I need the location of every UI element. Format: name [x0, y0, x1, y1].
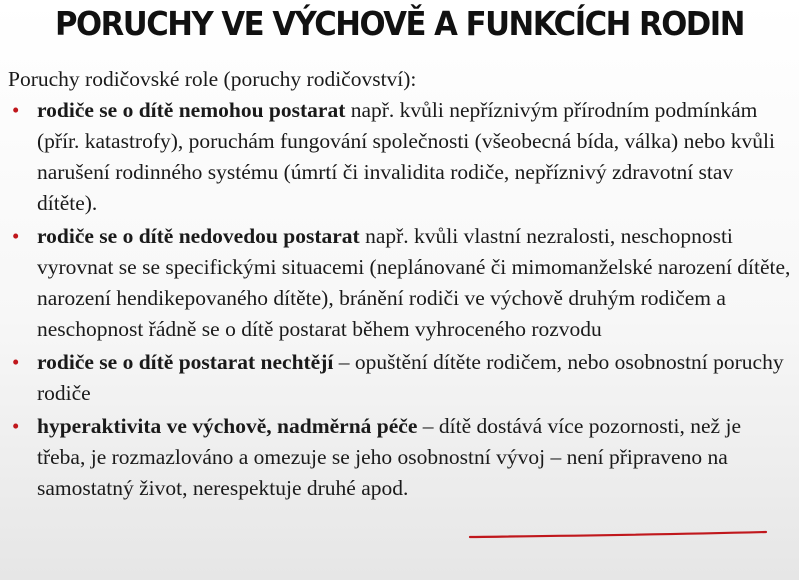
intro-text: Poruchy rodičovské role (poruchy rodičovství): [8, 67, 417, 91]
bullet-point-icon: • [12, 98, 20, 122]
bullet-item [8, 411, 793, 504]
annotation-underline [468, 528, 768, 548]
bullet-text: např. kvůli nepříznivým přírodním podmínkám (přír. katastrofy), poruchám fungování společnosti (všeobecná bída, válka) nebo kvůli narušení rodinného systému (úmrtí či invalidita rodiče, nepříznivý zdravotní stav dítěte). [37, 98, 775, 215]
bullet-list [8, 95, 793, 504]
bullet-lead: rodiče se o dítě nemohou postarat [37, 98, 346, 122]
bullet-lead: hyperaktivita ve výchově, nadměrná péče [37, 414, 418, 438]
bullet-point-icon: • [12, 350, 20, 374]
bullet-item [8, 347, 793, 409]
bullet-item [8, 95, 793, 219]
bullet-point-icon: • [12, 414, 20, 438]
bullet-text: – dítě dostává více pozornosti, než je třeba, je rozmazlováno a omezuje se jeho osobnostní vývoj – není připraveno na samostatný život, nerespektuje druhé apod. [37, 414, 741, 500]
slide-title: PORUCHY VE VÝCHOVĚ A FUNKCÍCH RODIN [55, 4, 744, 43]
slide-content [8, 64, 793, 506]
bullet-lead: rodiče se o dítě postarat nechtějí [37, 350, 334, 374]
bullet-lead: rodiče se o dítě nedovedou postarat [37, 224, 360, 248]
bullet-text: např. kvůli vlastní nezralosti, neschopnosti vyrovnat se se specifickými situacemi (neplánované či mimomanželské narození dítěte, narození hendikepovaného dítěte), bránění rodiči ve výchově druhým rodičem a neschopnost řádně se o dítě postarat během vyhroceného rozvodu [37, 224, 791, 341]
bullet-point-icon: • [12, 224, 20, 248]
bullet-text: – opuštění dítěte rodičem, nebo osobnostní poruchy rodiče [37, 350, 784, 405]
bullet-item [8, 221, 793, 345]
annotation-underline-stroke [470, 532, 766, 537]
